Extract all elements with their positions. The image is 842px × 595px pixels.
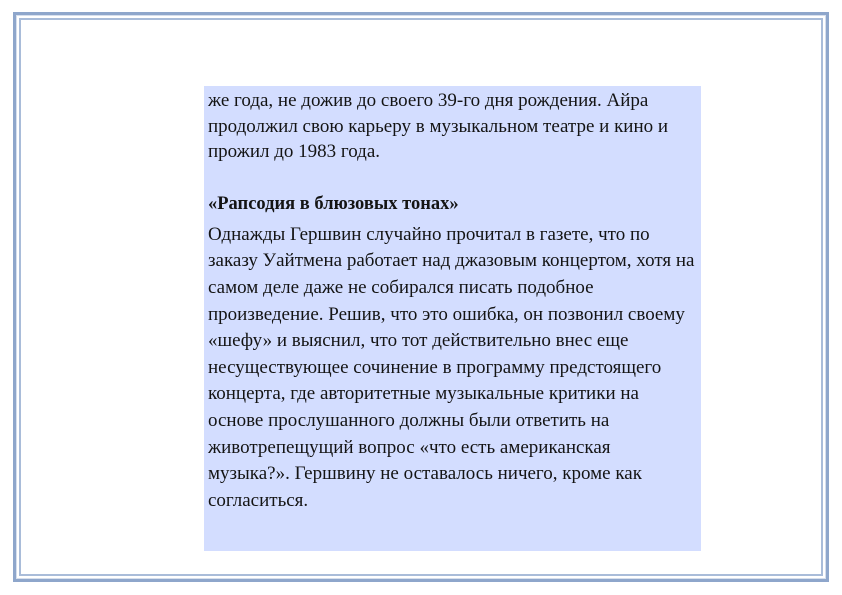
main-paragraph: Однажды Гершвин случайно прочитал в газете, что по заказу Уайтмена работает над джазовым концертом, хотя на самом деле даже не собирался писать подобное произведение. Решив, что это ошибка, он позвонил своему «шефу» и выяснил, что тот действительно внес еще несуществующее сочинение в программу предстоящего концерта, где авторитетные музыкальные критики на основе прослушанного должны были ответить на животрепещущий вопрос «что есть американская музыка?». Гершвину не оставалось ничего, кроме как согласиться.: [208, 223, 695, 511]
text-box: [204, 86, 701, 551]
section-heading: «Рапсодия в блюзовых тонах»: [208, 193, 459, 214]
intro-paragraph: же года, не дожив до своего 39-го дня рождения. Айра продолжил свою карьеру в музыкальном театре и кино и прожил до 1983 года.: [208, 90, 669, 163]
